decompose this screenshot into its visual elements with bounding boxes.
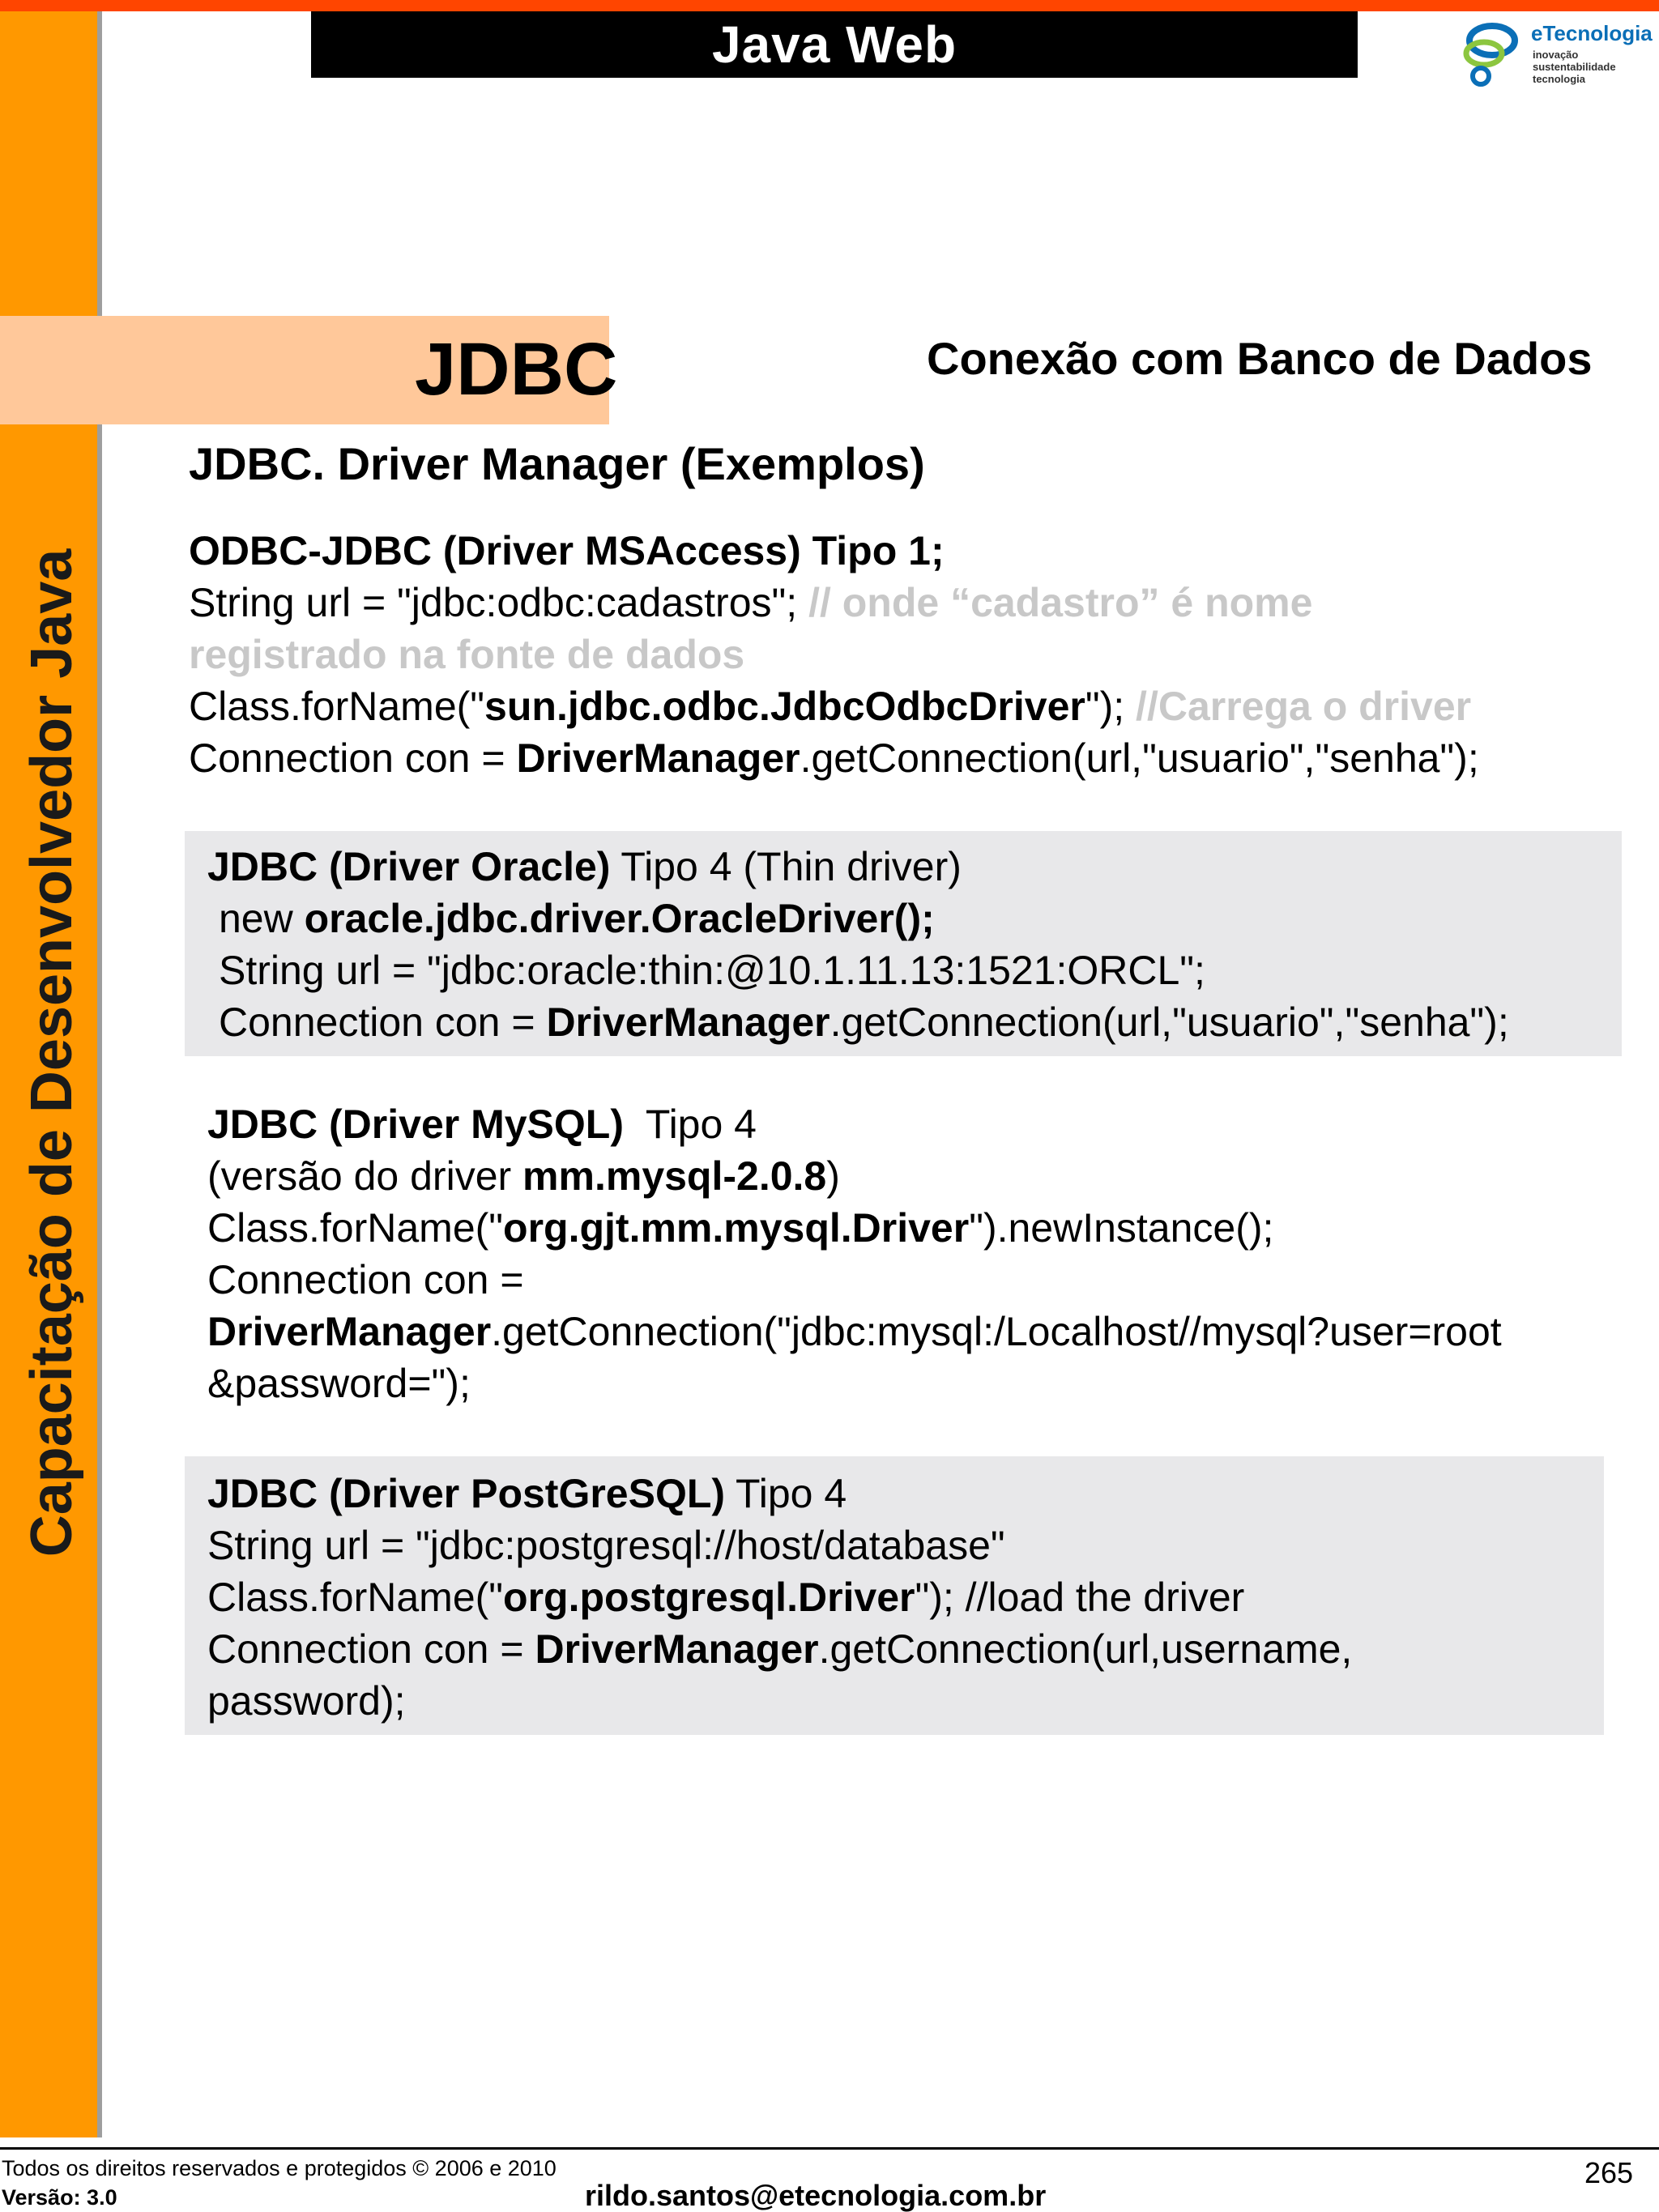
code-text: Class.forName(" bbox=[189, 684, 485, 729]
mysql-title bbox=[207, 1098, 1502, 1150]
postgres-url-line: String url = "jdbc:postgresql://host/database" bbox=[207, 1523, 1005, 1568]
odbc-url-comment: // onde “cadastro” é nome bbox=[808, 580, 1313, 625]
section-subtitle: Conexão com Banco de Dados bbox=[927, 333, 1593, 384]
footer-version: Versão: 3.0 bbox=[2, 2185, 117, 2210]
postgres-block bbox=[207, 1468, 1352, 1727]
mysql-password-line: &password="); bbox=[207, 1361, 471, 1406]
logo-tag: inovação bbox=[1533, 49, 1579, 61]
code-text: Class.forName(" bbox=[207, 1575, 504, 1620]
driver-manager: DriverManager bbox=[535, 1626, 819, 1672]
driver-class: sun.jdbc.odbc.JdbcOdbcDriver bbox=[484, 684, 1085, 729]
odbc-title: ODBC-JDBC (Driver MSAccess) Tipo 1; bbox=[189, 528, 945, 573]
oracle-url-line: String url = "jdbc:oracle:thin:@10.1.11.13:1521:ORCL"; bbox=[219, 948, 1205, 993]
code-text: (versão do driver bbox=[207, 1153, 523, 1199]
postgres-title-rest: Tipo 4 bbox=[725, 1471, 847, 1516]
driver-manager: DriverManager bbox=[516, 735, 800, 781]
etecnologia-logo bbox=[1452, 16, 1659, 97]
odbc-block bbox=[189, 525, 1479, 784]
logo-tag: tecnologia bbox=[1533, 73, 1586, 85]
driver-manager: DriverManager bbox=[207, 1309, 492, 1354]
oracle-title bbox=[207, 841, 1509, 893]
mysql-title-rest: Tipo 4 bbox=[624, 1102, 757, 1147]
oracle-title-bold: JDBC (Driver Oracle) bbox=[207, 844, 611, 889]
footer-email: rildo.santos@etecnologia.com.br bbox=[585, 2179, 1047, 2212]
code-text: "); //load the driver bbox=[915, 1575, 1245, 1620]
postgres-title bbox=[207, 1468, 1352, 1519]
oracle-title-rest: Tipo 4 (Thin driver) bbox=[610, 844, 962, 889]
driver-manager: DriverManager bbox=[546, 999, 830, 1045]
code-text: .getConnection(url,username, bbox=[818, 1626, 1353, 1672]
code-text: Connection con = bbox=[189, 735, 517, 781]
odbc-url-code: String url = "jdbc:odbc:cadastros"; bbox=[189, 580, 798, 625]
oracle-connection-line bbox=[207, 996, 1509, 1048]
odbc-url-comment-cont: registrado na fonte de dados bbox=[189, 632, 745, 677]
odbc-class-line bbox=[189, 680, 1479, 732]
header-band bbox=[311, 11, 1358, 78]
page-number: 265 bbox=[1584, 2156, 1634, 2189]
mysql-block bbox=[207, 1098, 1502, 1409]
code-text: new bbox=[219, 896, 305, 941]
postgres-connection-line bbox=[207, 1623, 1352, 1675]
driver-version: mm.mysql-2.0.8 bbox=[522, 1153, 827, 1199]
top-accent-bar bbox=[0, 0, 1659, 11]
odbc-connection-line bbox=[189, 732, 1479, 784]
logo-tag: sustentabilidade bbox=[1533, 61, 1616, 73]
code-text: Connection con = bbox=[219, 999, 547, 1045]
code-text: Class.forName(" bbox=[207, 1205, 504, 1251]
page-heading: JDBC. Driver Manager (Exemplos) bbox=[189, 438, 925, 489]
mysql-class-line bbox=[207, 1202, 1502, 1254]
code-text: "); bbox=[1085, 684, 1125, 729]
postgres-class-line bbox=[207, 1571, 1352, 1623]
sidebar-title: Capacitação de Desenvolvedor Java bbox=[19, 548, 84, 1558]
logo-name: eTecnologia bbox=[1531, 21, 1653, 45]
mysql-title-bold: JDBC (Driver MySQL) bbox=[207, 1102, 624, 1147]
driver-class: org.postgresql.Driver bbox=[503, 1575, 915, 1620]
code-text: ").newInstance(); bbox=[969, 1205, 1274, 1251]
odbc-class-comment: //Carrega o driver bbox=[1136, 684, 1472, 729]
code-text: .getConnection(url,"usuario","senha"); bbox=[800, 735, 1479, 781]
driver-class: org.gjt.mm.mysql.Driver bbox=[503, 1205, 970, 1251]
mysql-connection-line: Connection con = bbox=[207, 1257, 524, 1302]
code-text: Connection con = bbox=[207, 1626, 535, 1672]
code-text: ) bbox=[826, 1153, 840, 1199]
driver-class: oracle.jdbc.driver.OracleDriver(); bbox=[304, 896, 935, 941]
footer-copyright: Todos os direitos reservados e protegidos © 2006 e 2010 bbox=[2, 2156, 557, 2180]
rings-icon bbox=[1452, 16, 1533, 97]
oracle-block bbox=[207, 841, 1509, 1048]
logo-tagline bbox=[1533, 49, 1616, 85]
postgres-title-bold: JDBC (Driver PostGreSQL) bbox=[207, 1471, 726, 1516]
postgres-password-line: password); bbox=[207, 1678, 406, 1724]
footer-divider bbox=[0, 2147, 1659, 2150]
header-title: Java Web bbox=[711, 15, 957, 74]
section-title: JDBC bbox=[415, 328, 618, 411]
code-text: .getConnection(url,"usuario","senha"); bbox=[830, 999, 1509, 1045]
oracle-new-line bbox=[207, 893, 1509, 944]
code-text: .getConnection("jdbc:mysql:/Localhost//mysql?user=root bbox=[491, 1309, 1502, 1354]
mysql-getconnection-line bbox=[207, 1306, 1502, 1357]
mysql-version-line bbox=[207, 1150, 1502, 1202]
odbc-url-line bbox=[189, 577, 1479, 629]
